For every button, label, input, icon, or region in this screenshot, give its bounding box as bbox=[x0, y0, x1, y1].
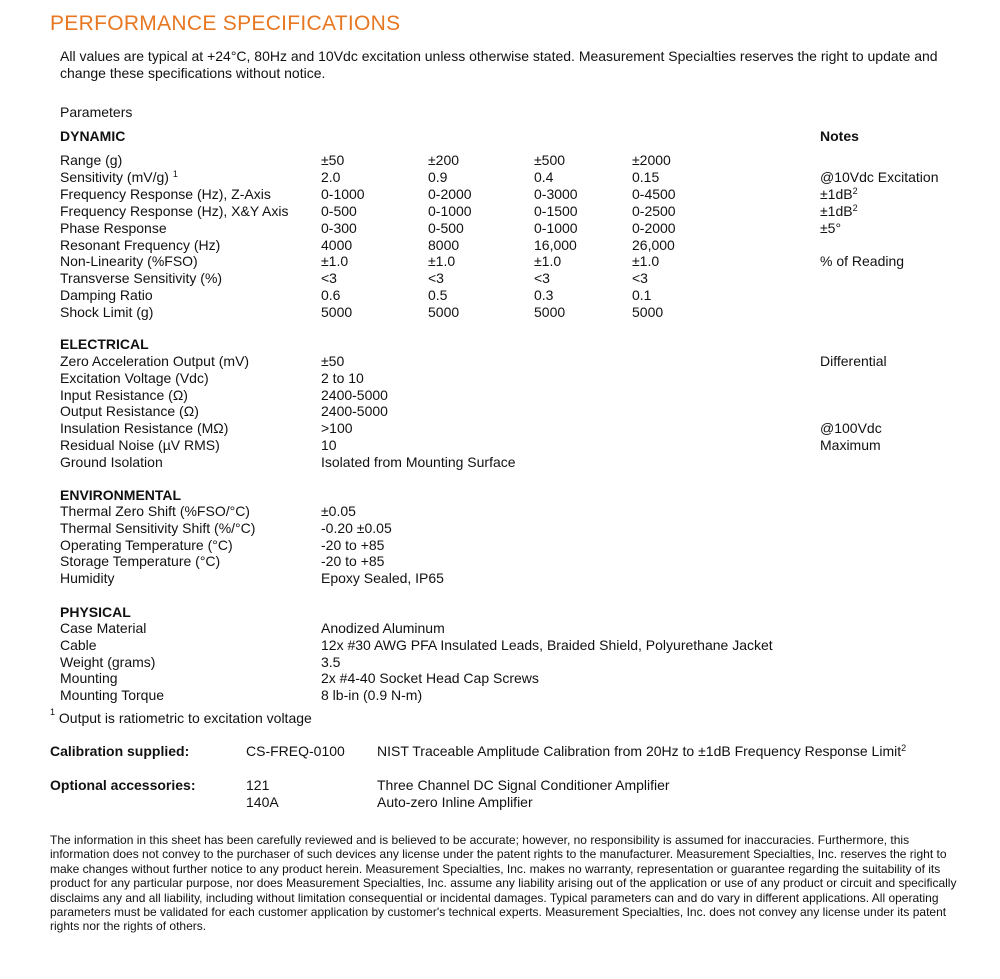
page-title: PERFORMANCE SPECIFICATIONS bbox=[50, 12, 401, 35]
spec-value: 0-1500 bbox=[534, 202, 578, 219]
spec-row bbox=[0, 220, 1000, 237]
spec-note-text: Maximum bbox=[820, 437, 881, 453]
spec-note-text: ±1dB bbox=[820, 185, 853, 202]
spec-note-text: @100Vdc bbox=[820, 420, 882, 437]
spec-label-text: Resonant Frequency (Hz) bbox=[60, 236, 221, 253]
spec-value: 0.4 bbox=[534, 168, 554, 185]
spec-value: 0-300 bbox=[321, 219, 357, 236]
spec-label-text: Mounting bbox=[60, 670, 118, 687]
spec-value: 0-1000 bbox=[428, 202, 472, 219]
spec-row bbox=[0, 270, 1000, 287]
calibration-description-text: NIST Traceable Amplitude Calibration from 20Hz to ±1dB Frequency Response Limit bbox=[377, 743, 902, 759]
spec-row bbox=[0, 654, 1000, 671]
spec-label bbox=[60, 687, 164, 704]
spec-value: ±1.0 bbox=[632, 253, 660, 270]
spec-row bbox=[0, 570, 1000, 587]
spec-label-text: Humidity bbox=[60, 570, 115, 587]
spec-value: Isolated from Mounting Surface bbox=[321, 453, 516, 470]
spec-value: 10 bbox=[321, 437, 337, 453]
spec-note-text: @10Vdc Excitation bbox=[820, 168, 939, 185]
spec-label-text: Transverse Sensitivity (%) bbox=[60, 270, 223, 287]
spec-label bbox=[60, 237, 220, 254]
spec-value: 0-4500 bbox=[632, 185, 676, 202]
spec-label bbox=[60, 520, 255, 537]
spec-label bbox=[60, 287, 153, 304]
spec-value: Epoxy Sealed, IP65 bbox=[321, 570, 444, 587]
spec-label-text: Cable bbox=[60, 636, 97, 653]
spec-label-text: Non-Linearity (%FSO) bbox=[60, 253, 198, 270]
spec-row bbox=[0, 420, 1000, 437]
spec-value: 0-2000 bbox=[428, 185, 472, 202]
spec-row bbox=[0, 454, 1000, 471]
spec-value: 2400-5000 bbox=[321, 386, 388, 403]
spec-note bbox=[820, 437, 881, 454]
calibration-description bbox=[377, 743, 906, 760]
spec-value: 0-2000 bbox=[632, 219, 676, 236]
spec-label bbox=[60, 186, 271, 203]
footnote-marker: 1 bbox=[50, 707, 56, 717]
spec-row bbox=[0, 304, 1000, 321]
spec-note bbox=[820, 186, 858, 203]
spec-label bbox=[60, 152, 122, 169]
spec-note bbox=[820, 353, 887, 370]
spec-row bbox=[0, 152, 1000, 169]
accessory-code: 140A bbox=[246, 794, 279, 810]
spec-label bbox=[60, 353, 249, 370]
spec-value: 0.3 bbox=[534, 287, 554, 304]
spec-label-text: Operating Temperature (°C) bbox=[60, 536, 233, 553]
spec-value: 0.1 bbox=[632, 287, 652, 304]
spec-row bbox=[0, 503, 1000, 520]
accessory-code: 121 bbox=[246, 777, 270, 793]
spec-label bbox=[60, 620, 146, 637]
spec-label bbox=[60, 403, 199, 420]
spec-value: 0-500 bbox=[321, 202, 357, 219]
spec-value: 2400-5000 bbox=[321, 403, 388, 420]
spec-note-text: ±5° bbox=[820, 219, 842, 236]
spec-value: ±1.0 bbox=[321, 253, 349, 270]
spec-value: <3 bbox=[632, 270, 648, 287]
accessory-row bbox=[0, 777, 1000, 794]
accessories-label: Optional accessories: bbox=[50, 777, 196, 793]
spec-value: 0.15 bbox=[632, 168, 660, 185]
spec-label-text: Ground Isolation bbox=[60, 453, 163, 470]
spec-value: 26,000 bbox=[632, 236, 675, 253]
spec-label-text: Input Resistance (Ω) bbox=[60, 386, 188, 403]
spec-label bbox=[60, 670, 118, 687]
spec-value: ±50 bbox=[321, 152, 345, 168]
spec-row bbox=[0, 287, 1000, 304]
spec-value: 5000 bbox=[321, 304, 353, 321]
calibration-label: Calibration supplied: bbox=[50, 743, 190, 759]
spec-label-text: Range (g) bbox=[60, 152, 123, 168]
accessory-description: Three Channel DC Signal Conditioner Amplifier bbox=[377, 777, 670, 793]
disclaimer-text: The information in this sheet has been carefully reviewed and is believed to be accurate; however, no responsibility is assumed for inaccuracies. Furthermore, this information does not convey to the purchaser of such devices any license under the patent rights to the manufacturer. Measurement Specialties, Inc. reserves the right to make changes without further notice to any product herein. Measurement Specialties, Inc. makes no warranty, representation or guarantee regarding the suitability of its product for any particular purpose, nor does Measurement Specialties, Inc. assume any liability arising out of the application or use of any product or circuit and specifically disclaims any and all liability, including without limitation consequential or incidental damages. Typical parameters can and do vary in different applications. All operating parameters must be validated for each customer application by customer's technical experts. Measurement Specialties, Inc. does not convey any license under its patent rights nor the rights of others. bbox=[50, 833, 957, 934]
parameters-label: Parameters bbox=[60, 104, 133, 120]
spec-note bbox=[820, 220, 841, 237]
spec-value: 0.6 bbox=[321, 287, 341, 304]
calibration-sup: 2 bbox=[901, 743, 907, 753]
accessory-row bbox=[0, 794, 1000, 811]
spec-value: ±2000 bbox=[632, 152, 671, 168]
spec-value: 16,000 bbox=[534, 236, 577, 253]
spec-value: 12x #30 AWG PFA Insulated Leads, Braided Shield, Polyurethane Jacket bbox=[321, 636, 773, 653]
spec-row bbox=[0, 553, 1000, 570]
spec-label-text: Thermal Zero Shift (%FSO/°C) bbox=[60, 503, 250, 519]
spec-note bbox=[820, 420, 882, 437]
spec-row bbox=[0, 253, 1000, 270]
footnote bbox=[50, 707, 312, 726]
spec-label bbox=[60, 654, 155, 671]
spec-value: 0-1000 bbox=[534, 219, 578, 236]
spec-row bbox=[0, 403, 1000, 420]
spec-label bbox=[60, 503, 250, 520]
spec-value: 0.9 bbox=[428, 168, 448, 185]
spec-value: <3 bbox=[321, 270, 337, 287]
spec-label bbox=[60, 454, 163, 471]
spec-row bbox=[0, 370, 1000, 387]
spec-row bbox=[0, 353, 1000, 370]
spec-row bbox=[0, 520, 1000, 537]
spec-label-text: Zero Acceleration Output (mV) bbox=[60, 353, 250, 369]
spec-value: 3.5 bbox=[321, 653, 341, 670]
spec-value: <3 bbox=[534, 270, 550, 287]
spec-label bbox=[60, 420, 228, 437]
spec-label bbox=[60, 370, 209, 387]
spec-label-text: Damping Ratio bbox=[60, 287, 153, 304]
electrical-heading: ELECTRICAL bbox=[60, 336, 149, 352]
spec-label-text: Sensitivity (mV/g) bbox=[60, 168, 169, 185]
spec-value: -0.20 ±0.05 bbox=[321, 519, 392, 536]
spec-row bbox=[0, 203, 1000, 220]
footnote-text: Output is ratiometric to excitation voltage bbox=[55, 710, 312, 726]
spec-value: ±50 bbox=[321, 353, 345, 369]
spec-note-text: Differential bbox=[820, 353, 887, 369]
spec-label-text: Frequency Response (Hz), X&Y Axis bbox=[60, 202, 289, 219]
spec-label-text: Weight (grams) bbox=[60, 653, 156, 670]
spec-row bbox=[0, 237, 1000, 254]
spec-value: 2 to 10 bbox=[321, 369, 364, 386]
spec-note bbox=[820, 253, 904, 270]
spec-label bbox=[60, 537, 233, 554]
spec-value: ±1.0 bbox=[534, 253, 562, 270]
spec-label-text: Case Material bbox=[60, 620, 147, 636]
spec-label-text: Output Resistance (Ω) bbox=[60, 403, 199, 420]
spec-note-text: ±1dB bbox=[820, 202, 853, 219]
spec-row bbox=[0, 637, 1000, 654]
spec-label-text: Insulation Resistance (MΩ) bbox=[60, 420, 229, 437]
spec-note bbox=[820, 203, 858, 220]
calibration-row bbox=[0, 743, 1000, 760]
spec-value: ±200 bbox=[428, 152, 460, 168]
spec-value: >100 bbox=[321, 420, 353, 437]
notes-heading: Notes bbox=[820, 128, 859, 144]
spec-label-text: Thermal Sensitivity Shift (%/°C) bbox=[60, 519, 256, 536]
footnote-marker: 2 bbox=[852, 185, 858, 196]
spec-row bbox=[0, 169, 1000, 186]
spec-label bbox=[60, 304, 153, 321]
spec-value: 8000 bbox=[428, 236, 460, 253]
spec-label-text: Shock Limit (g) bbox=[60, 304, 154, 321]
spec-label-text: Storage Temperature (°C) bbox=[60, 553, 221, 570]
spec-value: ±500 bbox=[534, 152, 566, 168]
spec-label-text: Frequency Response (Hz), Z-Axis bbox=[60, 185, 271, 202]
spec-value: 4000 bbox=[321, 236, 353, 253]
spec-label bbox=[60, 637, 97, 654]
spec-value: 0-1000 bbox=[321, 185, 365, 202]
spec-value: 0-2500 bbox=[632, 202, 676, 219]
spec-value: <3 bbox=[428, 270, 444, 287]
spec-value: 0-3000 bbox=[534, 185, 578, 202]
spec-value: ±0.05 bbox=[321, 503, 356, 519]
spec-value: 0.5 bbox=[428, 287, 448, 304]
dynamic-heading: DYNAMIC bbox=[60, 128, 126, 144]
spec-note-text: % of Reading bbox=[820, 253, 905, 270]
spec-note bbox=[820, 169, 939, 186]
spec-label bbox=[60, 570, 114, 587]
accessory-description: Auto-zero Inline Amplifier bbox=[377, 794, 533, 810]
spec-value: 2.0 bbox=[321, 168, 341, 185]
environmental-heading: ENVIRONMENTAL bbox=[60, 487, 182, 503]
physical-heading: PHYSICAL bbox=[60, 604, 131, 620]
spec-value: Anodized Aluminum bbox=[321, 620, 445, 636]
spec-row bbox=[0, 537, 1000, 554]
spec-value: -20 to +85 bbox=[321, 536, 385, 553]
footnote-marker: 1 bbox=[172, 168, 178, 179]
spec-value: ±1.0 bbox=[428, 253, 456, 270]
spec-row bbox=[0, 387, 1000, 404]
spec-label bbox=[60, 220, 167, 237]
spec-row bbox=[0, 687, 1000, 704]
calibration-code: CS-FREQ-0100 bbox=[246, 743, 345, 759]
spec-label-text: Phase Response bbox=[60, 219, 167, 236]
spec-label bbox=[60, 169, 178, 186]
spec-value: 0-500 bbox=[428, 219, 464, 236]
spec-row bbox=[0, 670, 1000, 687]
spec-label bbox=[60, 270, 222, 287]
spec-label-text: Residual Noise (µV RMS) bbox=[60, 437, 220, 453]
spec-label bbox=[60, 203, 289, 220]
spec-label bbox=[60, 553, 220, 570]
footnote-marker: 2 bbox=[852, 202, 858, 213]
intro-text: All values are typical at +24°C, 80Hz and 10Vdc excitation unless otherwise stated. Measurement Specialties reserves the right to update and change these specifications without notice. bbox=[60, 48, 938, 81]
spec-label bbox=[60, 253, 198, 270]
spec-row bbox=[0, 620, 1000, 637]
spec-value: -20 to +85 bbox=[321, 553, 385, 570]
spec-label-text: Excitation Voltage (Vdc) bbox=[60, 369, 209, 386]
spec-value: 5000 bbox=[534, 304, 566, 321]
spec-row bbox=[0, 437, 1000, 454]
spec-label-text: Mounting Torque bbox=[60, 687, 165, 704]
spec-value: 5000 bbox=[632, 304, 664, 321]
spec-row bbox=[0, 186, 1000, 203]
spec-label bbox=[60, 437, 220, 454]
spec-value: 5000 bbox=[428, 304, 460, 321]
spec-label bbox=[60, 387, 188, 404]
spec-value: 2x #4-40 Socket Head Cap Screws bbox=[321, 670, 539, 687]
spec-value: 8 lb-in (0.9 N-m) bbox=[321, 687, 423, 704]
